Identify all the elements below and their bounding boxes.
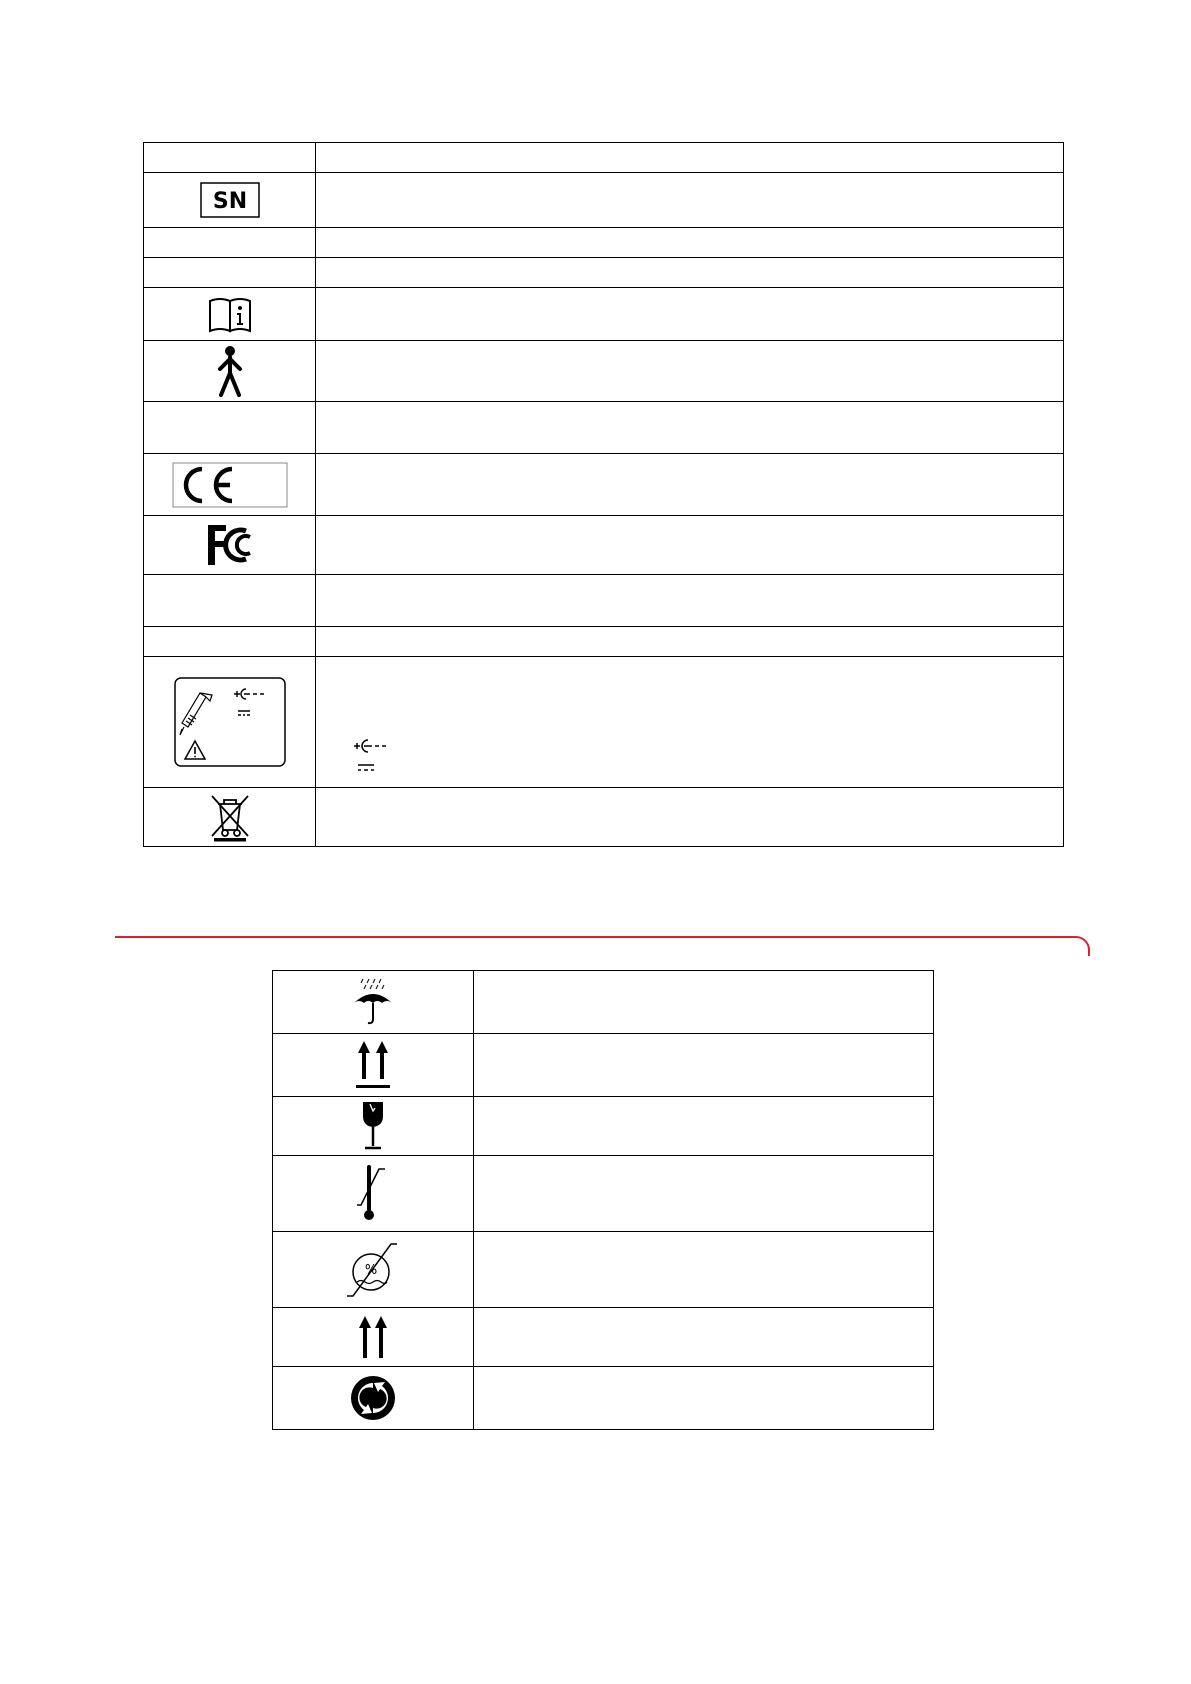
section-divider-curve: [1060, 936, 1090, 956]
description-cell: [474, 1232, 934, 1308]
table-row: [273, 1156, 934, 1232]
humidity-limit-icon: [345, 1240, 401, 1300]
table-row: [144, 288, 1064, 341]
table-row: [273, 971, 934, 1034]
symbol-cell: [144, 627, 316, 657]
description-cell: [474, 1367, 934, 1430]
description-cell: [316, 288, 1064, 341]
symbol-cell: [273, 1232, 474, 1308]
symbol-cell: [273, 1097, 474, 1156]
symbols-table: [143, 142, 1064, 847]
table-row: [144, 173, 1064, 228]
fragile-icon: [358, 1100, 388, 1152]
table-row: [273, 1097, 934, 1156]
symbol-cell: [273, 1034, 474, 1097]
warning-triangle-icon: [185, 741, 205, 759]
serial-number-text: SN: [212, 189, 247, 214]
this-way-up-icon: [353, 1039, 393, 1091]
description-cell: [474, 971, 934, 1034]
symbol-cell: [144, 228, 316, 258]
symbol-cell: [144, 454, 316, 516]
description-cell: [316, 627, 1064, 657]
description-cell: [316, 575, 1064, 627]
symbol-cell: [144, 288, 316, 341]
charger-label-icon: [174, 677, 286, 767]
description-cell: [316, 143, 1064, 173]
section-divider: [115, 936, 1071, 938]
keep-dry-icon: [351, 977, 395, 1027]
description-cell: [316, 657, 1064, 788]
table-row: [144, 516, 1064, 575]
table-row: [144, 143, 1064, 173]
up-arrows-icon: [357, 1314, 389, 1360]
table-row: [144, 657, 1064, 788]
description-cell: [316, 402, 1064, 454]
symbol-cell: [144, 657, 316, 788]
symbol-cell: [273, 1156, 474, 1232]
symbol-cell: [144, 788, 316, 847]
table-row: [144, 258, 1064, 288]
symbol-cell: [144, 341, 316, 402]
instructions-manual-icon: [208, 295, 252, 333]
symbol-cell: [144, 402, 316, 454]
symbol-cell: [144, 516, 316, 575]
description-cell: [316, 788, 1064, 847]
table-row: [144, 402, 1064, 454]
description-cell: [474, 1308, 934, 1367]
description-cell: [316, 454, 1064, 516]
green-dot-recycle-icon: [350, 1375, 396, 1421]
packaging-table: [272, 970, 934, 1430]
fcc-mark-icon: [206, 523, 254, 567]
symbol-cell: [144, 173, 316, 228]
description-cell: [316, 516, 1064, 575]
description-cell: [316, 173, 1064, 228]
description-cell: [474, 1034, 934, 1097]
svg-text:%: %: [364, 1262, 378, 1278]
type-b-applied-part-icon: [215, 345, 245, 397]
description-cell: [316, 258, 1064, 288]
table-row: [273, 1034, 934, 1097]
symbol-cell: [144, 143, 316, 173]
weee-bin-icon: [208, 792, 252, 842]
description-cell: [316, 341, 1064, 402]
description-cell: [316, 228, 1064, 258]
table-row: [144, 627, 1064, 657]
table-row: [144, 228, 1064, 258]
symbol-cell: [273, 1367, 474, 1430]
table-row: [273, 1367, 934, 1430]
table-row: [273, 1232, 934, 1308]
symbol-cell: [273, 1308, 474, 1367]
table-row: [144, 575, 1064, 627]
dc-polarity-icon: [352, 735, 402, 775]
symbol-cell: [273, 971, 474, 1034]
description-cell: [474, 1156, 934, 1232]
ce-mark-icon: [172, 462, 288, 508]
serial-number-icon: [200, 182, 260, 218]
symbol-cell: [144, 258, 316, 288]
temperature-limit-icon: [355, 1161, 391, 1227]
table-row: [144, 788, 1064, 847]
table-row: [144, 341, 1064, 402]
table-row: [273, 1308, 934, 1367]
symbol-cell: [144, 575, 316, 627]
table-row: [144, 454, 1064, 516]
description-cell: [474, 1097, 934, 1156]
